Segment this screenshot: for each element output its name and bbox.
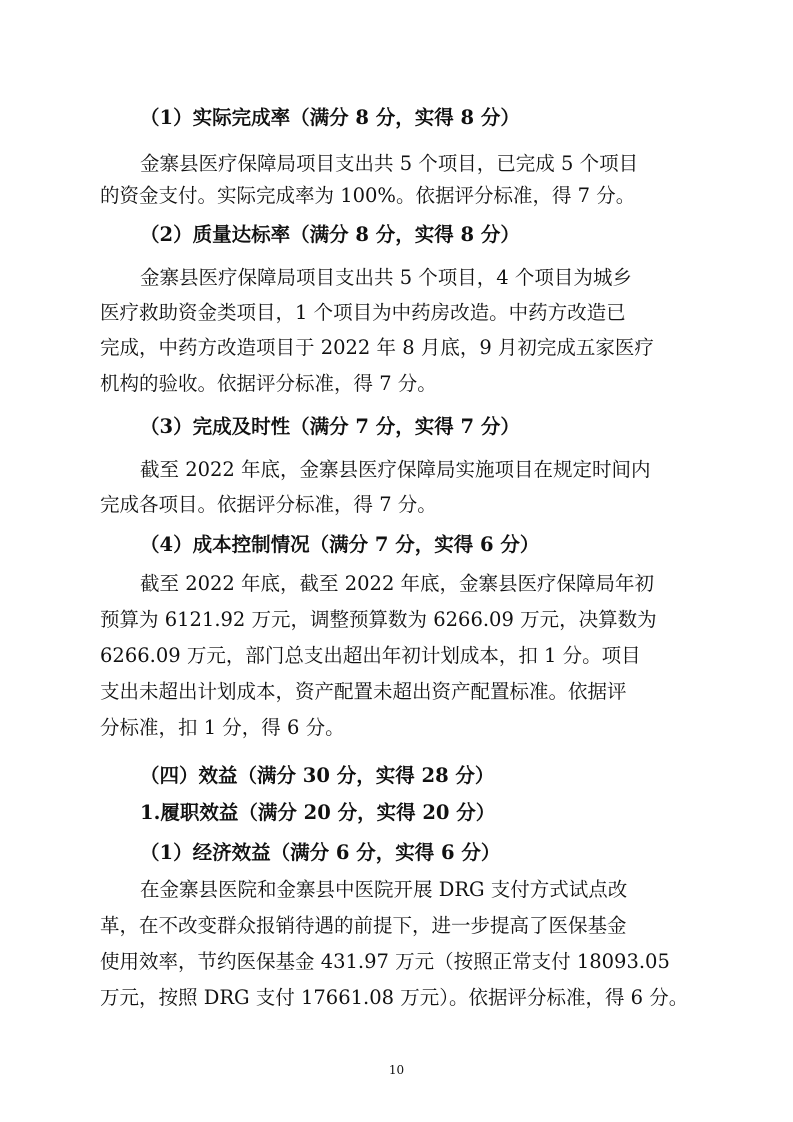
- paragraph-line: 完成各项目。依据评分标准，得 7 分。: [100, 493, 437, 516]
- paragraph-line: 6266.09 万元，部门总支出超出年初计划成本，扣 1 分。项目: [100, 644, 641, 667]
- subsection-heading-performance-benefits: 1.履职效益（满分 20 分，实得 20 分）: [140, 801, 496, 824]
- paragraph-line: 医疗救助资金类项目，1 个项目为中药房改造。中药方改造已: [100, 301, 626, 324]
- paragraph-line: 的资金支付。实际完成率为 100%。依据评分标准，得 7 分。: [100, 184, 636, 207]
- paragraph-line: 预算为 6121.92 万元，调整预算数为 6266.09 万元，决算数为: [100, 608, 657, 631]
- paragraph-line: 在金寨县医院和金寨县中医院开展 DRG 支付方式试点改: [140, 878, 628, 901]
- paragraph-line: 金寨县医疗保障局项目支出共 5 个项目，已完成 5 个项目: [140, 152, 639, 175]
- paragraph-line: 支出未超出计划成本，资产配置未超出资产配置标准。依据评: [100, 680, 627, 703]
- paragraph-line: 金寨县医疗保障局项目支出共 5 个项目，4 个项目为城乡: [140, 266, 632, 289]
- paragraph-line: 革，在不改变群众报销待遇的前提下，进一步提高了医保基金: [100, 914, 627, 937]
- subsection-heading-cost-control: （4）成本控制情况（满分 7 分，实得 6 分）: [140, 533, 540, 556]
- subsection-heading-economic-benefits: （1）经济效益（满分 6 分，实得 6 分）: [140, 841, 501, 864]
- section-heading-benefits: （四）效益（满分 30 分，实得 28 分）: [140, 764, 495, 787]
- paragraph-line: 截至 2022 年底，截至 2022 年底，金寨县医疗保障局年初: [140, 572, 655, 595]
- subsection-heading-quality-rate: （2）质量达标率（满分 8 分，实得 8 分）: [140, 223, 520, 246]
- paragraph-line: 使用效率，节约医保基金 431.97 万元（按照正常支付 18093.05: [100, 950, 670, 973]
- paragraph-line: 完成，中药方改造项目于 2022 年 8 月底，9 月初完成五家医疗: [100, 336, 654, 359]
- page-number: 10: [388, 1063, 405, 1077]
- paragraph-line: 分标准，扣 1 分，得 6 分。: [100, 716, 345, 739]
- paragraph-line: 机构的验收。依据评分标准，得 7 分。: [100, 372, 437, 395]
- subsection-heading-timeliness: （3）完成及时性（满分 7 分，实得 7 分）: [140, 415, 520, 438]
- subsection-heading-completion-rate: （1）实际完成率（满分 8 分，实得 8 分）: [140, 106, 520, 129]
- paragraph-line: 截至 2022 年底，金寨县医疗保障局实施项目在规定时间内: [140, 458, 651, 481]
- paragraph-line: 万元，按照 DRG 支付 17661.08 万元）。依据评分标准，得 6 分。: [100, 986, 689, 1009]
